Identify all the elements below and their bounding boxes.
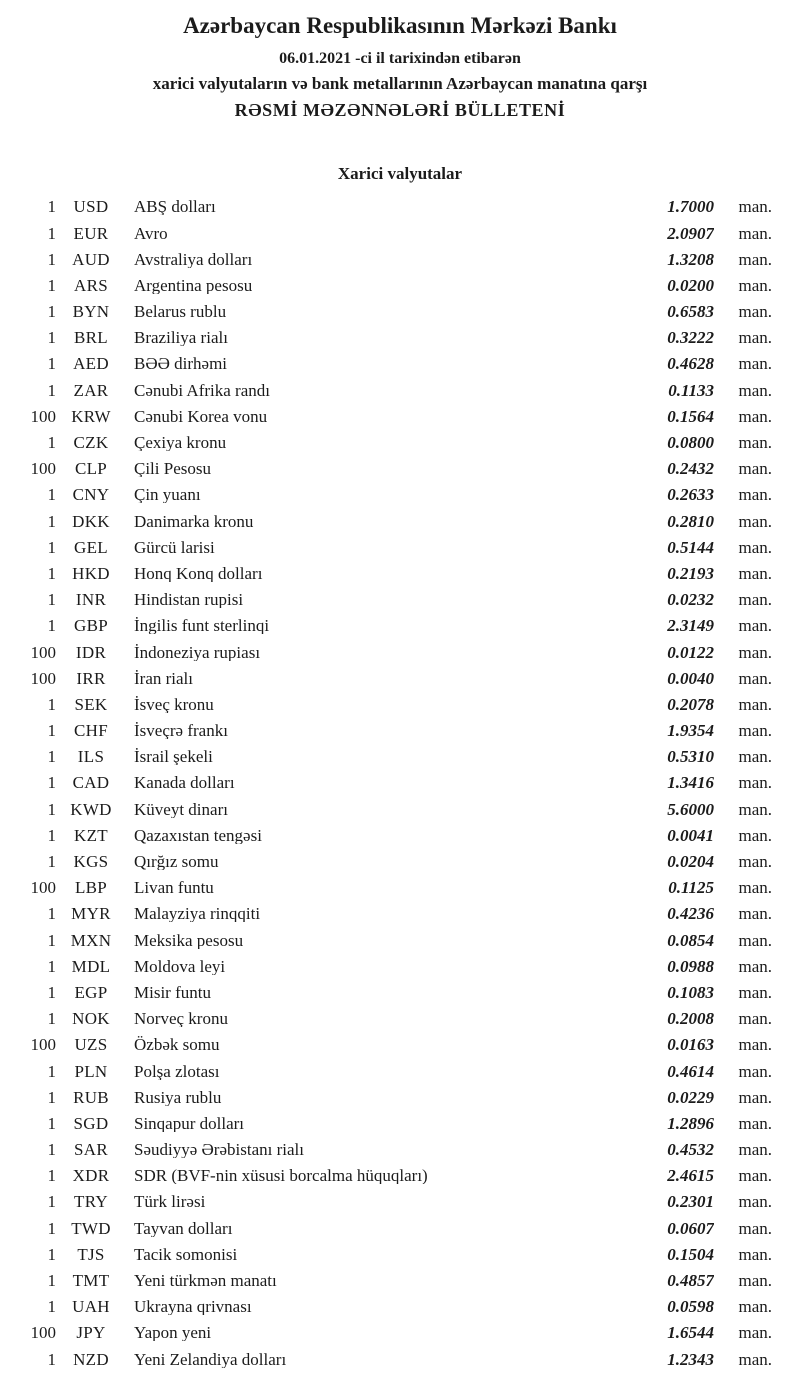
currency-nominal: 1 [47,748,56,766]
currency-unit: man. [738,355,772,373]
currency-rate: 1.3208 [667,250,714,268]
currency-unit: man. [738,303,772,321]
currency-row [14,796,772,822]
currency-nominal: 100 [30,407,56,425]
currency-code: MDL [71,957,111,975]
currency-name: Hindistan rupisi [134,591,244,609]
currency-name: Sinqapur dolları [134,1114,245,1132]
currency-nominal: 1 [47,1010,56,1028]
currency-code: NOK [72,1010,110,1028]
currency-rate: 0.4236 [667,905,714,923]
currency-row [14,1189,772,1215]
currency-row [14,1320,772,1346]
currency-row [14,194,772,220]
currency-code: IDR [75,643,107,661]
currency-nominal: 1 [47,1141,56,1159]
currency-row [14,534,772,560]
currency-nominal: 1 [47,1298,56,1316]
currency-rate: 0.0122 [667,643,714,661]
currency-rate: 1.9354 [667,722,714,740]
currency-name: Avro [134,224,168,242]
currency-code: UAH [72,1298,110,1316]
currency-name: Qırğız somu [134,853,219,871]
currency-nominal: 1 [47,853,56,871]
currency-name: Tayvan dolları [134,1219,233,1237]
currency-code: CHF [74,722,108,740]
currency-name: Honq Konq dolları [134,564,263,582]
currency-name: İsveçrə frankı [134,722,228,740]
currency-rate: 0.2432 [667,460,714,478]
currency-name: Moldova leyi [134,957,226,975]
currency-row [14,482,772,508]
currency-nominal: 1 [47,1062,56,1080]
currency-nominal: 1 [47,303,56,321]
currency-name: İsrail şekeli [134,748,213,766]
currency-code: CAD [72,774,110,792]
currency-row [14,1137,772,1163]
currency-rate: 0.3222 [667,329,714,347]
currency-unit: man. [738,669,772,687]
currency-code: ILS [77,748,105,766]
currency-rate: 0.0040 [667,669,714,687]
currency-row [14,744,772,770]
currency-row [14,351,772,377]
currency-row [14,403,772,429]
currency-rate: 0.5310 [667,748,714,766]
currency-name: Meksika pesosu [134,931,244,949]
currency-code: GBP [74,617,108,635]
currency-row [14,325,772,351]
currency-name: Belarus rublu [134,303,227,321]
currency-name: İngilis funt sterlinqi [134,617,270,635]
currency-nominal: 1 [47,931,56,949]
currency-code: KWD [70,800,112,818]
currency-row [14,429,772,455]
currency-unit: man. [738,1193,772,1211]
currency-unit: man. [738,1010,772,1028]
currency-nominal: 1 [47,538,56,556]
currency-code: EGP [74,983,108,1001]
currency-row [14,299,772,325]
currency-row [14,1163,772,1189]
currency-name: Çexiya kronu [134,434,227,452]
currency-code: ZAR [73,381,109,399]
currency-unit: man. [738,617,772,635]
currency-row [14,718,772,744]
currency-name: Küveyt dinarı [134,800,228,818]
currency-code: HKD [72,564,110,582]
currency-rate: 0.5144 [667,538,714,556]
currency-rate: 0.2193 [667,564,714,582]
currency-row [14,927,772,953]
currency-unit: man. [738,329,772,347]
currency-row [14,901,772,927]
currency-nominal: 1 [47,486,56,504]
currency-name: Cənubi Afrika randı [134,381,270,399]
currency-code: MXN [70,931,112,949]
currency-rate: 5.6000 [667,800,714,818]
currency-name: Avstraliya dolları [134,250,253,268]
currency-rate: 1.2896 [667,1114,714,1132]
currency-nominal: 1 [47,905,56,923]
currency-code: TRY [74,1193,108,1211]
currency-rate: 0.4614 [667,1062,714,1080]
currency-code: TJS [77,1245,105,1263]
currency-name: Cənubi Korea vonu [134,407,268,425]
currency-code: IRR [76,669,106,687]
currency-nominal: 1 [47,1350,56,1368]
currency-rate: 1.6544 [667,1324,714,1342]
currency-nominal: 1 [47,1114,56,1132]
currency-rate: 0.0854 [667,931,714,949]
currency-nominal: 1 [47,250,56,268]
currency-unit: man. [738,434,772,452]
currency-rate: 0.2008 [667,1010,714,1028]
currency-unit: man. [738,931,772,949]
currency-row [14,587,772,613]
currency-code: BRL [74,329,108,347]
currency-rate: 0.4857 [667,1272,714,1290]
currency-code: MYR [71,905,111,923]
currency-code: RUB [73,1088,109,1106]
currency-name: Polşa zlotası [134,1062,220,1080]
currency-code: BYN [72,303,110,321]
currency-unit: man. [738,1272,772,1290]
currency-nominal: 1 [47,695,56,713]
currency-unit: man. [738,1114,772,1132]
currency-rate: 0.4628 [667,355,714,373]
currency-rate: 0.1564 [667,407,714,425]
currency-rate: 1.3416 [667,774,714,792]
currency-nominal: 1 [47,1193,56,1211]
currency-code: KGS [73,853,109,871]
currency-code: SEK [74,695,108,713]
currency-unit: man. [738,381,772,399]
currency-nominal: 1 [47,512,56,530]
currency-unit: man. [738,748,772,766]
currency-nominal: 100 [30,879,56,897]
currency-row [14,770,772,796]
currency-nominal: 1 [47,381,56,399]
currency-name: Tacik somonisi [134,1245,238,1263]
currency-unit: man. [738,250,772,268]
currency-row [14,1241,772,1267]
currency-code: CZK [73,434,109,452]
currency-row [14,1346,772,1372]
currency-name: Yeni Zelandiya dolları [134,1350,287,1368]
currency-rate: 0.0607 [667,1219,714,1237]
currency-rate: 0.1083 [667,983,714,1001]
currency-code: AUD [72,250,110,268]
currency-rate: 0.0598 [667,1298,714,1316]
currency-rate: 0.4532 [667,1141,714,1159]
currency-row [14,456,772,482]
currency-name: Yapon yeni [134,1324,212,1342]
currency-name: Türk lirəsi [134,1193,206,1211]
currency-nominal: 1 [47,355,56,373]
currency-name: Gürcü larisi [134,538,215,556]
currency-row [14,875,772,901]
currency-name: Yeni türkmən manatı [134,1272,277,1290]
currency-code: PLN [74,1062,108,1080]
currency-rate: 1.7000 [667,198,714,216]
currency-rate: 0.1125 [668,879,714,897]
currency-unit: man. [738,695,772,713]
currency-rate: 0.6583 [667,303,714,321]
currency-nominal: 100 [30,643,56,661]
currency-code: DKK [72,512,110,530]
currency-unit: man. [738,276,772,294]
currency-code: KZT [74,826,108,844]
currency-rate: 0.2301 [667,1193,714,1211]
currency-code: SGD [73,1114,109,1132]
currency-unit: man. [738,957,772,975]
currency-nominal: 1 [47,591,56,609]
currency-code: USD [73,198,109,216]
currency-unit: man. [738,722,772,740]
currency-nominal: 1 [47,224,56,242]
currency-rate: 0.1504 [667,1245,714,1263]
currency-name: Qazaxıstan tengəsi [134,826,262,844]
currency-code: TMT [72,1272,110,1290]
currency-rate: 0.0232 [667,591,714,609]
currency-nominal: 1 [47,1167,56,1185]
currency-row [14,1294,772,1320]
currency-name: Səudiyyə Ərəbistanı rialı [134,1141,304,1159]
currency-code: EUR [73,224,109,242]
currency-row [14,1006,772,1032]
currency-row [14,665,772,691]
bulletin-description-line: xarici valyutaların və bank metallarının Azərbaycan manatına qarşı [152,73,648,93]
currency-unit: man. [738,1062,772,1080]
currency-table [0,194,800,1372]
currency-rate: 0.2078 [667,695,714,713]
currency-unit: man. [738,591,772,609]
currency-nominal: 1 [47,434,56,452]
currency-nominal: 1 [47,1245,56,1263]
page-title: Azərbaycan Respublikasının Mərkəzi Bankı [183,13,617,38]
currency-name: Braziliya rialı [134,329,228,347]
currency-row [14,1058,772,1084]
currency-rate: 2.0907 [667,224,714,242]
currency-unit: man. [738,512,772,530]
currency-nominal: 100 [30,669,56,687]
currency-row [14,613,772,639]
currency-name: Livan funtu [134,879,214,897]
currency-name: Kanada dolları [134,774,235,792]
currency-nominal: 1 [47,774,56,792]
currency-nominal: 1 [47,800,56,818]
section-title-foreign-currencies: Xarici valyutalar [337,163,463,183]
currency-name: Misir funtu [134,983,211,1001]
currency-name: Malayziya rinqqiti [134,905,261,923]
currency-nominal: 1 [47,722,56,740]
currency-row [14,691,772,717]
currency-nominal: 1 [47,983,56,1001]
currency-rate: 0.0200 [667,276,714,294]
currency-code: XDR [72,1167,110,1185]
currency-nominal: 100 [30,1324,56,1342]
currency-row [14,848,772,874]
currency-rate: 0.0988 [667,957,714,975]
currency-name: SDR (BVF-nin xüsusi borcalma hüquqları) [134,1167,428,1185]
currency-code: NZD [73,1350,109,1368]
currency-unit: man. [738,879,772,897]
currency-unit: man. [738,643,772,661]
currency-name: BƏƏ dirhəmi [134,355,228,373]
currency-name: İran rialı [134,669,193,687]
currency-rate: 1.2343 [667,1350,714,1368]
currency-row [14,560,772,586]
currency-row [14,822,772,848]
currency-code: JPY [76,1324,106,1342]
currency-unit: man. [738,538,772,556]
currency-name: Çili Pesosu [134,460,211,478]
currency-unit: man. [738,564,772,582]
bulletin-header [0,0,800,122]
currency-unit: man. [738,800,772,818]
currency-name: İndoneziya rupiası [134,643,261,661]
currency-nominal: 1 [47,1088,56,1106]
currency-unit: man. [738,905,772,923]
currency-code: CLP [74,460,108,478]
currency-code: LBP [74,879,108,897]
currency-row [14,1267,772,1293]
currency-unit: man. [738,853,772,871]
currency-nominal: 1 [47,276,56,294]
currency-code: INR [75,591,107,609]
currency-code: AED [73,355,109,373]
currency-code: CNY [72,486,110,504]
currency-code: ARS [74,276,108,294]
currency-unit: man. [738,1298,772,1316]
currency-code: GEL [74,538,108,556]
currency-rate: 0.0800 [667,434,714,452]
currency-nominal: 100 [30,460,56,478]
currency-code: SAR [74,1141,108,1159]
currency-row [14,1084,772,1110]
currency-nominal: 100 [30,1036,56,1054]
currency-name: Norveç kronu [134,1010,228,1028]
currency-row [14,953,772,979]
currency-nominal: 1 [47,329,56,347]
currency-name: İsveç kronu [134,695,214,713]
currency-nominal: 1 [47,1219,56,1237]
currency-row [14,272,772,298]
currency-row [14,1110,772,1136]
currency-name: Rusiya rublu [134,1088,222,1106]
currency-row [14,377,772,403]
currency-rate: 0.1133 [668,381,714,399]
currency-rate: 0.0229 [667,1088,714,1106]
currency-unit: man. [738,774,772,792]
currency-nominal: 1 [47,564,56,582]
currency-row [14,1215,772,1241]
currency-row [14,1032,772,1058]
currency-rate: 0.2810 [667,512,714,530]
currency-name: ABŞ dolları [134,198,216,216]
currency-rate: 0.0204 [667,853,714,871]
currency-row [14,639,772,665]
currency-unit: man. [738,1036,772,1054]
currency-row [14,979,772,1005]
currency-name: Danimarka kronu [134,512,254,530]
currency-unit: man. [738,1219,772,1237]
currency-unit: man. [738,407,772,425]
currency-row [14,508,772,534]
currency-name: Argentina pesosu [134,276,253,294]
currency-code: KRW [71,407,111,425]
currency-name: Çin yuanı [134,486,201,504]
currency-rate: 0.0041 [667,826,714,844]
currency-code: TWD [71,1219,111,1237]
currency-name: Ukrayna qrivnası [134,1298,252,1316]
currency-rate: 2.4615 [667,1167,714,1185]
bulletin-date-line: 06.01.2021 -ci il tarixindən etibarən [279,49,521,67]
currency-code: UZS [74,1036,108,1054]
currency-row [14,246,772,272]
currency-unit: man. [738,1324,772,1342]
currency-nominal: 1 [47,1272,56,1290]
currency-unit: man. [738,983,772,1001]
currency-nominal: 1 [47,617,56,635]
currency-unit: man. [738,1350,772,1368]
currency-unit: man. [738,1245,772,1263]
currency-unit: man. [738,486,772,504]
currency-unit: man. [738,224,772,242]
currency-unit: man. [738,1167,772,1185]
currency-unit: man. [738,460,772,478]
currency-row [14,220,772,246]
currency-unit: man. [738,1088,772,1106]
currency-rate: 2.3149 [667,617,714,635]
currency-nominal: 1 [47,198,56,216]
currency-nominal: 1 [47,826,56,844]
currency-unit: man. [738,198,772,216]
currency-name: Özbək somu [134,1036,220,1054]
bulletin-name-line: RƏSMİ MƏZƏNNƏLƏRİ BÜLLETENİ [234,100,566,121]
currency-nominal: 1 [47,957,56,975]
currency-unit: man. [738,1141,772,1159]
currency-unit: man. [738,826,772,844]
currency-rate: 0.2633 [667,486,714,504]
currency-rate: 0.0163 [667,1036,714,1054]
